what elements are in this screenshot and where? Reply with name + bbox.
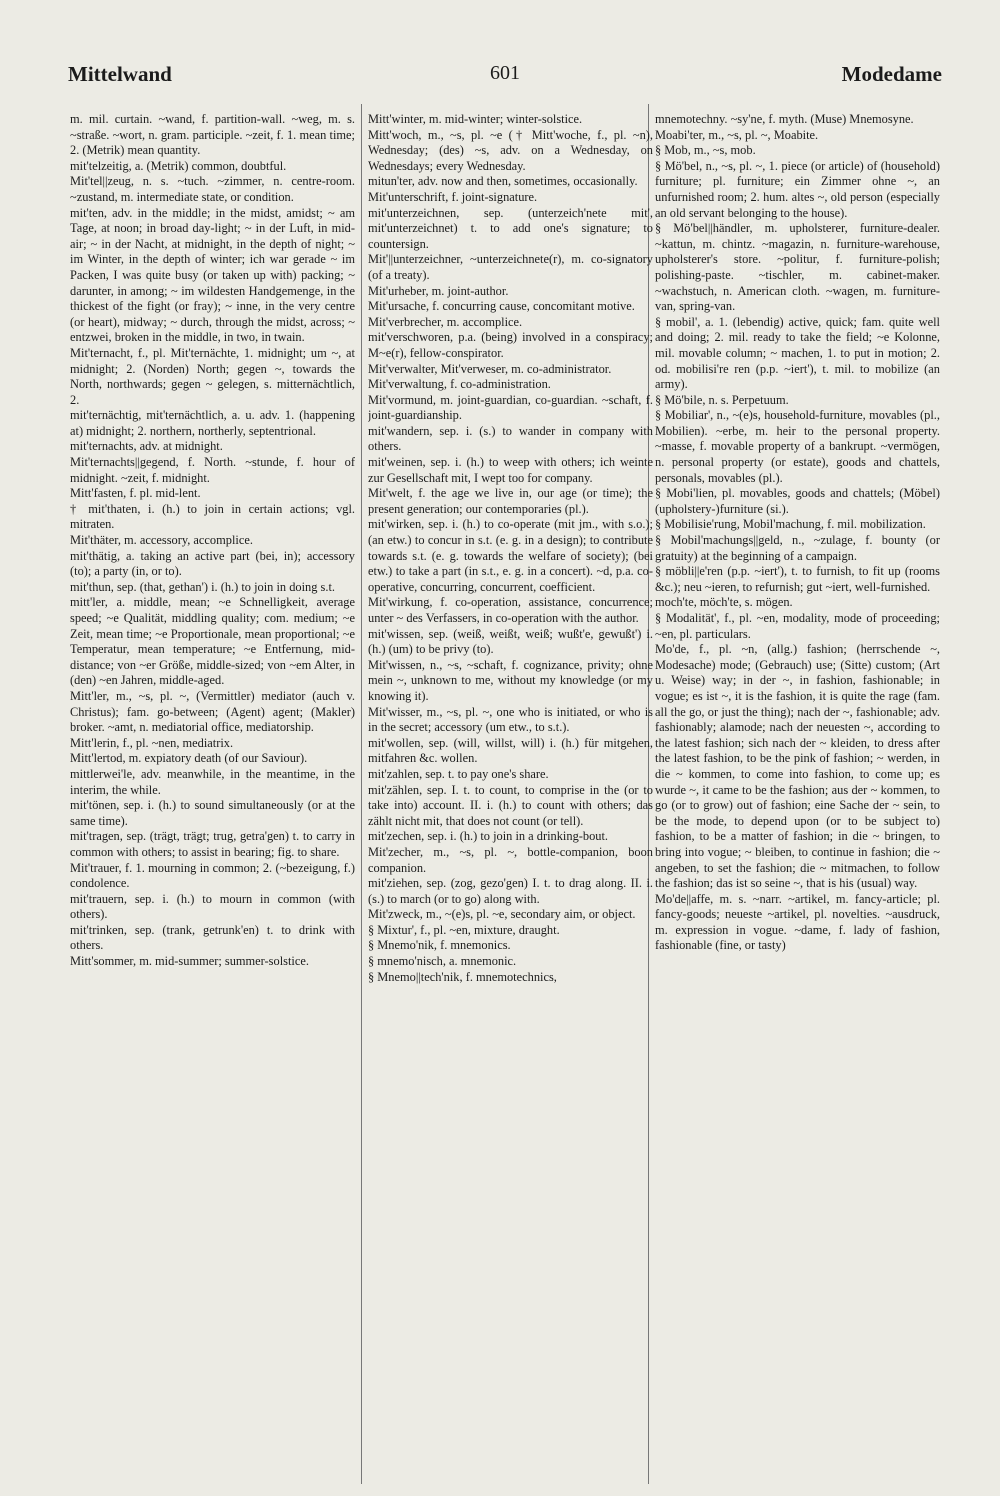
dictionary-entry: mit'wissen, sep. (weiß, weißt, weiß; wußt'e, gewußt') i. (h.) (um) to be privy (to).	[368, 626, 653, 657]
dictionary-entry: Mit'vormund, m. joint-guardian, co-guardian. ~schaft, f. joint-guardianship.	[368, 392, 653, 423]
dictionary-entry: Mit'trauer, f. 1. mourning in common; 2. (~bezeigung, f.) condolence.	[70, 860, 355, 891]
dictionary-entry: Mitt'sommer, m. mid-summer; summer-solstice.	[70, 954, 309, 969]
dictionary-entry: moch'te, möch'te, s. mögen.	[655, 595, 793, 610]
dictionary-entry: Mit'urheber, m. joint-author.	[368, 283, 509, 298]
dictionary-entry: Mit'thäter, m. accessory, accomplice.	[70, 533, 253, 548]
dictionary-entry: Mit'verwaltung, f. co-administration.	[368, 377, 551, 392]
dictionary-entry: Mit'zweck, m., ~(e)s, pl. ~e, secondary aim, or object.	[368, 907, 636, 922]
dictionary-entry: § Mob, m., ~s, mob.	[655, 143, 756, 158]
dictionary-entry: Mit'wissen, n., ~s, ~schaft, f. cognizance, privity; ohne mein ~, unknown to me, without my knowledge (or my knowing it).	[368, 657, 653, 703]
dictionary-entry: Mit'wirkung, f. co-operation, assistance, concurrence; unter ~ des Verfassers, in co-operation with the author.	[368, 595, 653, 625]
header-left-guideword: Mittelwand	[68, 62, 172, 86]
dictionary-entry: Mit'welt, f. the age we live in, our age (or time); the present generation; our contemporaries (pl.).	[368, 486, 653, 516]
dictionary-entry: mit'trinken, sep. (trank, getrunk'en) t. to drink with others.	[70, 922, 355, 953]
dictionary-entry: Mit'zecher, m., ~s, pl. ~, bottle-companion, boon companion.	[368, 844, 653, 875]
dictionary-entry: Mit'ursache, f. concurring cause, concomitant motive.	[368, 299, 635, 314]
dictionary-entry: mitun'ter, adv. now and then, sometimes, occasionally.	[368, 174, 638, 189]
dictionary-entry: Mit'||unterzeichner, ~unterzeichnete(r), m. co-signatory (of a treaty).	[368, 252, 653, 282]
dictionary-entry: Mo'de||affe, m. s. ~narr. ~artikel, m. fancy-article; pl. fancy-goods; neueste ~artikel, pl. novelties. ~ausdruck, m. expression in vogue. ~dame, f. lady of fashion, fashionable (fine, or tasty)	[655, 891, 940, 953]
dictionary-entry: mit'weinen, sep. i. (h.) to weep with others; ich weinte zur Gesellschaft mit, I wept too for company.	[368, 455, 653, 485]
dictionary-entry: § Mobiliar', n., ~(e)s, household-furniture, movables (pl., Mobilien). ~erbe, m. heir to the personal property. ~masse, f. movable property of a bankrupt. ~vermögen, n. personal property (or estate), goods and chattels, personals, movables (pl.).	[655, 408, 940, 485]
dictionary-entry: Mo'de, f., pl. ~n, (allg.) fashion; (herrschende ~, Modesache) mode; (Gebrauch) use; (Sitte) custom; (Art u. Weise) way; in der ~, in fashion, fashionable; in vogue; es ist ~, it is the fashion, it is quite the rage (fam. all the go, or just the thing); nach der ~, fashionable; adv. fashionably; alamode; nach der neuesten ~, according to the latest fashion; sich nach der ~ kleiden, to dress after the latest fashion, to be the pink of fashion; ~ werden, in die ~ kommen, to come into fashion, to come up; es wurde ~, it came to be the fashion; aus der ~ kommen, to go (or to grow) out of fashion; eine Sache der ~ sein, to be the mode, to depend upon (or to be subject to) fashion, to be a matter of fashion; in die ~ bringen, to bring into vogue; ~ bleiben, to continue in fashion; die ~ angeben, to set the fashion; die ~ mitmachen, to follow the fashion; das ist so seine ~, that is his (usual) way.	[655, 642, 940, 891]
dictionary-entry: mit'wandern, sep. i. (s.) to wander in company with others.	[368, 423, 653, 454]
dictionary-entry: mit'wollen, sep. (will, willst, will) i. (h.) für mitgehen, mitfahren &c. wollen.	[368, 735, 653, 766]
dictionary-entry: § möbli||e'ren (p.p. ~iert'), t. to furnish, to fit up (rooms &c.); neu ~ieren, to refurnish; gut ~iert, well-furnished.	[655, 564, 940, 594]
dictionary-entry: Mit'ternachts||gegend, f. North. ~stunde, f. hour of midnight. ~zeit, f. midnight.	[70, 455, 355, 485]
dictionary-entry: mitt'ler, a. middle, mean; ~e Schnelligkeit, average speed; ~e Qualität, middling quality; com. medium; ~e Zeit, mean time; ~e Proportionale, mean proportional; ~e Temperatur, mean temperature; ~e Entfernung, mid-distance; von ~er Größe, middle-sized; von ~em Alter, in (den) ~en Jahren, middle-aged.	[70, 595, 355, 688]
dictionary-entry: Mit'unterschrift, f. joint-signature.	[368, 189, 538, 204]
dictionary-entry: mit'ziehen, sep. (zog, gezo'gen) I. t. to drag along. II. i. (s.) to march (or to go) along with.	[368, 876, 653, 906]
dictionary-entry: mit'thun, sep. (that, gethan') i. (h.) to join in doing s.t.	[70, 579, 335, 594]
dictionary-entry: mit'ternächtig, mit'ternächtlich, a. u. adv. 1. (happening at) midnight; 2. northern, northerly, septentrional.	[70, 408, 355, 438]
dictionary-entry: § Mixtur', f., pl. ~en, mixture, draught.	[368, 922, 560, 937]
dictionary-entry: mit'thätig, a. taking an active part (bei, in); accessory (to); a party (in, or to).	[70, 548, 355, 579]
dictionary-entry: mit'zahlen, sep. t. to pay one's share.	[368, 766, 549, 781]
dictionary-entry: § Mö'bel, n., ~s, pl. ~, 1. piece (or article) of (household) furniture; pl. furniture; ein Zimmer ohne ~, an unfurnished room; 2. hum. altes ~, old person (especially an old servant belonging to the house).	[655, 158, 940, 220]
dictionary-entry: m. mil. curtain. ~wand, f. partition-wall. ~weg, m. s. ~straße. ~wort, n. gram. participle. ~zeit, f. 1. mean time; 2. (Metrik) mean quantity.	[70, 112, 355, 158]
dictionary-entry: § mnemo'nisch, a. mnemonic.	[368, 954, 517, 969]
dictionary-entry: mit'wirken, sep. i. (h.) to co-operate (mit jm., with s.o.); (an etw.) to concur in s.t. (e. g. in a design); to contribute towards s.t. (e. g. towards the welfare of society); (bei etw.) to take a part (in s.t., e. g. in a concert). ~d, p.a. co-operative, concurring, concurrent, coefficient.	[368, 517, 653, 594]
dictionary-entry: § mobil', a. 1. (lebendig) active, quick; fam. quite well and doing; 2. mil. ready to take the field; ~e Kolonne, mil. movable column; ~ machen, 1. to put in motion; 2. od. mobilisi're ren (p.p. ~iert'), t. mil. to mobilize (an army).	[655, 314, 940, 392]
dictionary-entry: mit'trauern, sep. i. (h.) to mourn in common (with others).	[70, 891, 355, 922]
dictionary-entry: § Mnemo'nik, f. mnemonics.	[368, 938, 511, 953]
dictionary-entry: mit'ternachts, adv. at midnight.	[70, 439, 223, 454]
dictionary-entry: § Mobi'lien, pl. movables, goods and chattels; (Möbel) (upholstery-)furniture (si.).	[655, 486, 940, 516]
dictionary-entry: Mitt'fasten, f. pl. mid-lent.	[70, 486, 201, 501]
dictionary-entry: mnemotechny. ~sy'ne, f. myth. (Muse) Mnemosyne.	[655, 112, 914, 126]
dictionary-entry: Mit'ternacht, f., pl. Mit'ternächte, 1. midnight; um ~, at midnight; 2. (Norden) North; gegen ~, towards the North, northwards; gegen ~ gelegen, s. mitternächtlich, 2.	[70, 345, 355, 407]
dictionary-entry: Mitt'winter, m. mid-winter; winter-solstice.	[368, 112, 583, 126]
dictionary-entry: § Mö'bel||händler, m. upholsterer, furniture-dealer. ~kattun, m. chintz. ~magazin, n. furniture-warehouse, upholsterer's store. ~politur, f. furniture-polish; polishing-paste. ~tischler, m. cabinet-maker. ~wachstuch, n. American cloth. ~wagen, m. furniture-van, spring-van.	[655, 221, 940, 314]
dictionary-entry: Moabi'ter, m., ~s, pl. ~, Moabite.	[655, 127, 819, 142]
dictionary-entry: Mitt'lerin, f., pl. ~nen, mediatrix.	[70, 735, 234, 750]
column-divider	[361, 104, 362, 1484]
dictionary-entry: mit'tragen, sep. (trägt, trägt; trug, getra'gen) t. to carry in common with others; to assist in bearing; fig. to share.	[70, 829, 355, 859]
dictionary-entry: § Mobilisie'rung, Mobil'machung, f. mil. mobilization.	[655, 517, 926, 532]
dictionary-entry: mit'ten, adv. in the middle; in the midst, amidst; ~ am Tage, at noon; in broad day-light; ~ in der Luft, in mid-air; ~ in der Nacht, at midnight, in the depth of night; ~ im Winter, in the depth of winter; ich war gerade ~ im Packen, I was quite busy (or taken up with) packing; ~ darunter, in among; ~ im wildesten Handgemenge, in the thickest of the fight (or fray); ~ inne, in the very centre (or heart), midway; ~ durch, through the midst, across; ~ entzwei, broken in the middle, in two, in twain.	[70, 205, 355, 345]
dictionary-entry: Mitt'lertod, m. expiatory death (of our Saviour).	[70, 751, 308, 766]
column-1	[70, 112, 355, 1482]
header-right-guideword: Modedame	[841, 62, 942, 86]
dictionary-entry: mit'zechen, sep. i. (h.) to join in a drinking-bout.	[368, 829, 609, 844]
dictionary-entry: Mitt'ler, m., ~s, pl. ~, (Vermittler) mediator (auch v. Christus); fam. go-between; (Agent) agent; (Makler) broker. ~amt, n. mediatorial office, mediatorship.	[70, 688, 355, 735]
page-number: 601	[490, 62, 520, 84]
page-header	[68, 62, 942, 92]
dictionary-entry: § Modalität', f., pl. ~en, modality, mode of proceeding; ~en, pl. particulars.	[655, 611, 940, 641]
dictionary-entry: mit'unterzeichnen, sep. (unterzeich'nete mit', mit'unterzeichnet) t. to add one's signature; to countersign.	[368, 205, 653, 251]
dictionary-entry: mit'zählen, sep. I. t. to count, to comprise in the (or to take into) account. II. i. (h.) to count with others; das zählt nicht mit, that does not count (or tell).	[368, 782, 653, 828]
dictionary-entry: † mit'thaten, i. (h.) to join in certain actions; vgl. mitraten.	[70, 501, 355, 532]
dictionary-entry: Mitt'woch, m., ~s, pl. ~e († Mitt'woche, f., pl. ~n), Wednesday; (des) ~s, adv. on a Wednesday, on Wednesdays; every Wednesday.	[368, 127, 653, 173]
column-3	[655, 112, 940, 1482]
dictionary-entry: Mit'tel||zeug, n. s. ~tuch. ~zimmer, n. centre-room. ~zustand, m. intermediate state, or condition.	[70, 174, 355, 204]
dictionary-entry: Mit'verwalter, Mit'verweser, m. co-administrator.	[368, 361, 612, 376]
dictionary-entry: mit'verschworen, p.a. (being) involved in a conspiracy; M~e(r), fellow-conspirator.	[368, 330, 653, 360]
dictionary-entry: Mit'wisser, m., ~s, pl. ~, one who is initiated, or who is in the secret; accessory (um etw., to s.t.).	[368, 704, 653, 735]
dictionary-entry: § Mobil'machungs||geld, n., ~zulage, f. bounty (or gratuity) at the beginning of a campaign.	[655, 533, 940, 563]
column-2	[368, 112, 653, 1482]
dictionary-entry: mit'telzeitig, a. (Metrik) common, doubtful.	[70, 158, 287, 173]
dictionary-entry: § Mö'bile, n. s. Perpetuum.	[655, 392, 789, 407]
dictionary-entry: Mit'verbrecher, m. accomplice.	[368, 314, 523, 329]
dictionary-entry: mittlerwei'le, adv. meanwhile, in the meantime, in the interim, the while.	[70, 766, 355, 797]
dictionary-entry: § Mnemo||tech'nik, f. mnemotechnics,	[368, 969, 557, 984]
dictionary-entry: mit'tönen, sep. i. (h.) to sound simultaneously (or at the same time).	[70, 798, 355, 828]
